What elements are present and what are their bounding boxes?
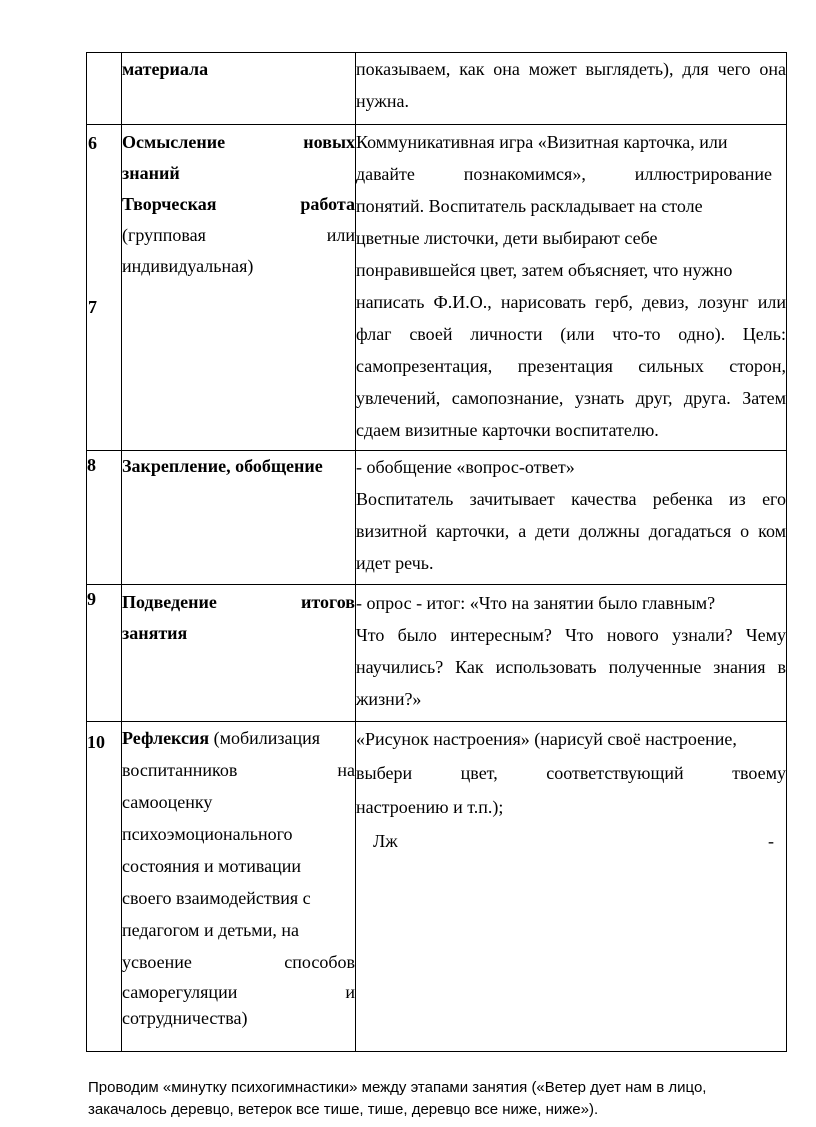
stage-line: состояния и мотивации (122, 856, 301, 876)
stage-line: педагогом и детьми, на (122, 920, 299, 940)
content-line: сдаем визитные карточки воспитателю. (356, 420, 659, 440)
stage-line: индивидуальная) (122, 256, 254, 276)
content-line: увлечений, самопознание, узнать друг, друга. Затем (356, 388, 786, 408)
table-row (87, 585, 787, 722)
stage-line: психоэмоционального (122, 824, 293, 844)
row-number: 9 (87, 585, 122, 722)
stage-cell (122, 585, 356, 722)
stage-line: самооценку (122, 792, 213, 812)
footnote-line: закачалось деревцо, ветерок все тише, тише, деревцо все ниже, ниже»). (88, 1101, 599, 1118)
content-line: - обобщение «вопрос-ответ» (356, 457, 575, 477)
footnote-line: Проводим «минутку психогимнастики» между этапами занятия («Ветер дует нам в лицо, (88, 1079, 707, 1096)
stage-line: Осмысление новых (122, 132, 355, 152)
stage-line: занятия (122, 623, 188, 643)
content-line: настроению и т.п.); (356, 797, 504, 817)
table-row (87, 53, 787, 125)
row-number (87, 53, 122, 125)
footnote-paragraph (88, 1077, 768, 1121)
content-line: самопрезентация, презентация сильных сторон, (356, 356, 786, 376)
stage-line: саморегуляции и (122, 982, 355, 1002)
stage-cell (122, 722, 356, 1052)
content-cell (356, 451, 787, 585)
content-line: написать Ф.И.О., нарисовать герб, девиз, лозунг или (356, 292, 786, 312)
content-line: выбери цвет, соответствующий твоему (356, 763, 786, 783)
stage-line: усвоение способов (122, 952, 355, 972)
table-row (87, 722, 787, 1052)
content-line: показываем, как она может выглядеть), для чего она (356, 59, 786, 79)
content-line: научились? Как использовать полученные знания в (356, 657, 786, 677)
stage-title-rest: (мобилизация (209, 728, 321, 748)
stage-line: Подведение итогов (122, 592, 355, 612)
stage-line: сотрудничества) (122, 1008, 248, 1028)
stage-cell (122, 125, 356, 451)
table-row (87, 125, 787, 451)
content-cell (356, 125, 787, 451)
content-line (356, 824, 786, 858)
content-line: давайте познакомимся», иллюстрирование (356, 164, 772, 184)
stage-line (122, 722, 355, 754)
stage-line: (групповая или (122, 225, 355, 245)
content-line: «Рисунок настроения» (нарисуй своё настроение, (356, 729, 737, 749)
stage-line: своего взаимодействия с (122, 888, 311, 908)
stage-line: материала (122, 59, 209, 79)
stage-title: Рефлексия (122, 728, 210, 748)
stage-line: Творческая работа (122, 194, 355, 214)
stage-cell (122, 451, 356, 585)
row-number-6: 6 (88, 133, 97, 153)
row-number-7: 7 (88, 297, 97, 317)
row-number: 10 (87, 722, 122, 1052)
stage-line: знаний (122, 163, 180, 183)
row-number (87, 125, 122, 451)
stage-line: Закрепление, обобщение (122, 456, 323, 476)
table-row (87, 451, 787, 585)
lesson-plan-table (86, 52, 787, 1052)
content-line: идет речь. (356, 553, 434, 573)
stage-line: воспитанников на (122, 760, 355, 780)
content-line: Воспитатель зачитывает качества ребенка из его (356, 489, 786, 509)
content-line: Что было интересным? Что нового узнали? Чему (356, 625, 786, 645)
content-line: жизни?» (356, 689, 422, 709)
content-fragment: Лж (373, 831, 398, 851)
content-line: цветные листочки, дети выбирают себе (356, 228, 658, 248)
content-cell (356, 585, 787, 722)
content-line: флаг своей личности (или что-то одно). Цель: (356, 324, 786, 344)
content-cell (356, 722, 787, 1052)
content-line: понравившейся цвет, затем объясняет, что нужно (356, 260, 733, 280)
row-number: 8 (87, 451, 122, 585)
content-line: визитной карточки, а дети должны догадаться о ком (356, 521, 786, 541)
stage-cell (122, 53, 356, 125)
content-line: Коммуникативная игра «Визитная карточка, или (356, 132, 728, 152)
content-fragment: - (768, 831, 774, 851)
content-line: нужна. (356, 91, 409, 111)
content-cell (356, 53, 787, 125)
content-line: понятий. Воспитатель раскладывает на столе (356, 196, 703, 216)
content-line: - опрос - итог: «Что на занятии было главным? (356, 593, 716, 613)
